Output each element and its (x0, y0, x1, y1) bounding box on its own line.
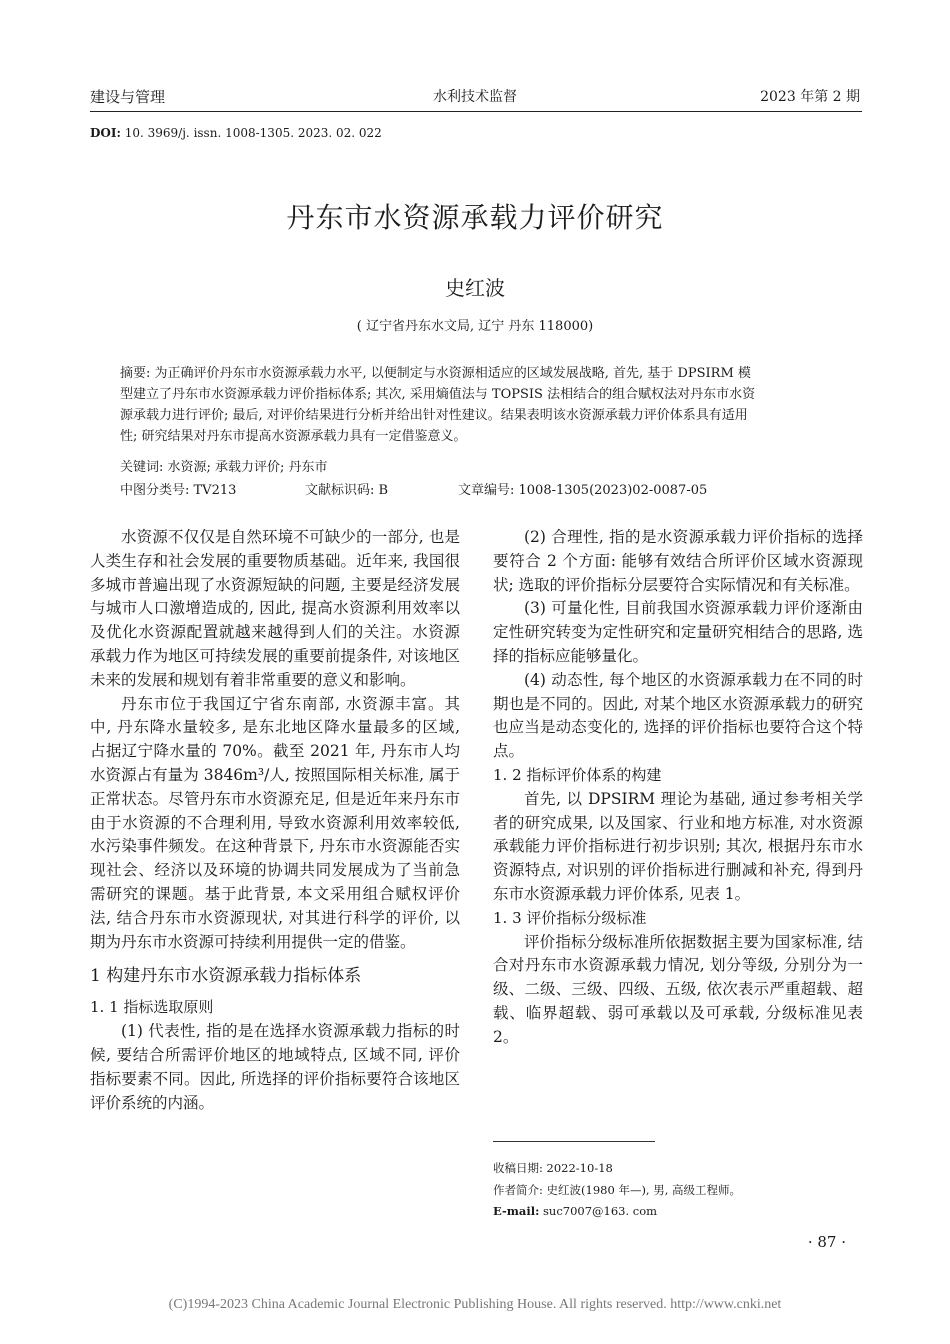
article-number: 文章编号: 1008-1305(2023)02-0087-05 (458, 483, 708, 498)
keywords: 关键词: 水资源; 承载力评价; 丹东市 (120, 460, 328, 475)
running-head-issue: 2023 年第 2 期 (760, 89, 860, 105)
clc-number: 中图分类号: TV213 (120, 483, 237, 498)
running-head-section: 建设与管理 (90, 88, 166, 106)
doi-value[interactable]: 10. 3969/j. issn. 1008-1305. 2023. 02. 022 (124, 126, 382, 140)
body-paragraph: 首先, 以 DPSIRM 理论为基础, 通过参考相关学者的研究成果, 以及国家、行业和地方标准, 对水资源承载能力评价指标进行初步识别; 其次, 根据丹东市水资源特点, 对识别的评价指标进行删减和补充, 得到丹东市水资源承载力评价体系, 见表 1。 (493, 789, 863, 903)
paper-title: 丹东市水资源承载力评价研究 (286, 201, 664, 234)
header-rule (90, 111, 862, 112)
email-address[interactable]: suc7007@163. com (543, 1204, 658, 1218)
subsection-heading-1-3: 1. 3 评价指标分级标准 (493, 908, 647, 927)
body-paragraph: (1) 代表性, 指的是在选择水资源承载力指标的时候, 要结合所需评价地区的地域特点, 区域不同, 评价指标要素不同。因此, 所选择的评价指标要符合该地区评价系统的内涵。 (90, 1022, 460, 1112)
body-paragraph: 评价指标分级标准所依据数据主要为国家标准, 结合对丹东市水资源承载力情况, 划分等级, 分别分为一级、二级、三级、四级、五级, 依次表示严重超载、超载、临界超载、弱可承载以及可承载, 分级标准见表 2。 (493, 932, 863, 1046)
left-column (90, 526, 460, 1115)
doi-line (90, 126, 382, 140)
body-paragraph: (4) 动态性, 每个地区的水资源承载力在不同的时期也是不同的。因此, 对某个地区水资源承载力的研究也应当是动态变化的, 选择的评价指标也要符合这个特点。 (493, 670, 863, 761)
footnote-rule (493, 1141, 655, 1142)
right-column (493, 526, 863, 1050)
doi-label: DOI: (90, 126, 121, 140)
received-date: 收稿日期: 2022-10-18 (493, 1161, 613, 1175)
abstract-line: 摘要: 为正确评价丹东市水资源承载力水平, 以便制定与水资源相适应的区域发展战略, 首先, 基于 DPSIRM 模 (120, 366, 751, 381)
subsection-heading-1-2: 1. 2 指标评价体系的构建 (493, 765, 662, 784)
author-name: 史红波 (445, 276, 505, 300)
abstract-line: 源承载力进行评价; 最后, 对评价结果进行分析并给出针对性建议。结果表明该水资源承载力评价体系具有适用 (120, 408, 748, 423)
abstract-line: 型建立了丹东市水资源承载力评价指标体系; 其次, 采用熵值法与 TOPSIS 法相结合的组合赋权法对丹东市水资 (120, 387, 756, 402)
running-head-journal: 水利技术监督 (433, 89, 517, 105)
author-affiliation: ( 辽宁省丹东水文局, 辽宁 丹东 118000) (356, 319, 594, 334)
body-paragraph: 丹东市位于我国辽宁省东南部, 水资源丰富。其中, 丹东降水量较多, 是东北地区降水量最多的区域, 占据辽宁降水量的 70%。截至 2021 年, 丹东市人均水资源占有量为 3846m³/人, 按照国际相关标准, 属于正常状态。尽管丹东市水资源充足, 但是近年来丹东市由于水资源的不合理利用, 导致水资源利用效率较低, 水污染事件频发。在这种背景下, 丹东市水资源能否实现社会、经济以及环境的协调共同发展成为了当前急需研究的课题。基于此背景, 本文采用组合赋权评价法, 结合丹东市水资源现状, 对其进行科学的评价, 以期为丹东市水资源可持续利用提供一定的借鉴。 (90, 694, 460, 951)
abstract (120, 363, 832, 447)
body-paragraph: (2) 合理性, 指的是水资源承载力评价指标的选择要符合 2 个方面: 能够有效结合所评价区域水资源现状; 选取的评价指标分层要符合实际情况和有关标准。 (493, 528, 863, 594)
email-line (493, 1204, 657, 1218)
document-code: 文献标识码: B (305, 483, 389, 498)
author-bio: 作者简介: 史红波(1980 年—), 男, 高级工程师。 (493, 1183, 742, 1197)
section-heading-1: 1 构建丹东市水资源承载力指标体系 (90, 966, 362, 987)
copyright-notice: (C)1994-2023 China Academic Journal Electronic Publishing House. All rights reserved. http://www.cnki.net (168, 1297, 782, 1312)
email-label: E-mail: (493, 1204, 540, 1218)
subsection-heading-1-1: 1. 1 指标选取原则 (90, 998, 214, 1017)
body-paragraph: 水资源不仅仅是自然环境不可缺少的一部分, 也是人类生存和社会发展的重要物质基础。近年来, 我国很多城市普遍出现了水资源短缺的问题, 主要是经济发展与城市人口激增造成的, 因此, 提高水资源利用效率以及优化水资源配置就越来越得到人们的关注。水资源承载力作为地区可持续发展的重要前提条件, 对该地区未来的发展和规划有着非常重要的意义和影响。 (90, 528, 460, 689)
body-paragraph: (3) 可量化性, 目前我国水资源承载力评价逐渐由定性研究转变为定性研究和定量研究相结合的思路, 选择的指标应能够量化。 (493, 599, 863, 665)
abstract-line: 性; 研究结果对丹东市提高水资源承载力具有一定借鉴意义。 (120, 429, 467, 444)
page-number: · 87 · (807, 1233, 846, 1251)
